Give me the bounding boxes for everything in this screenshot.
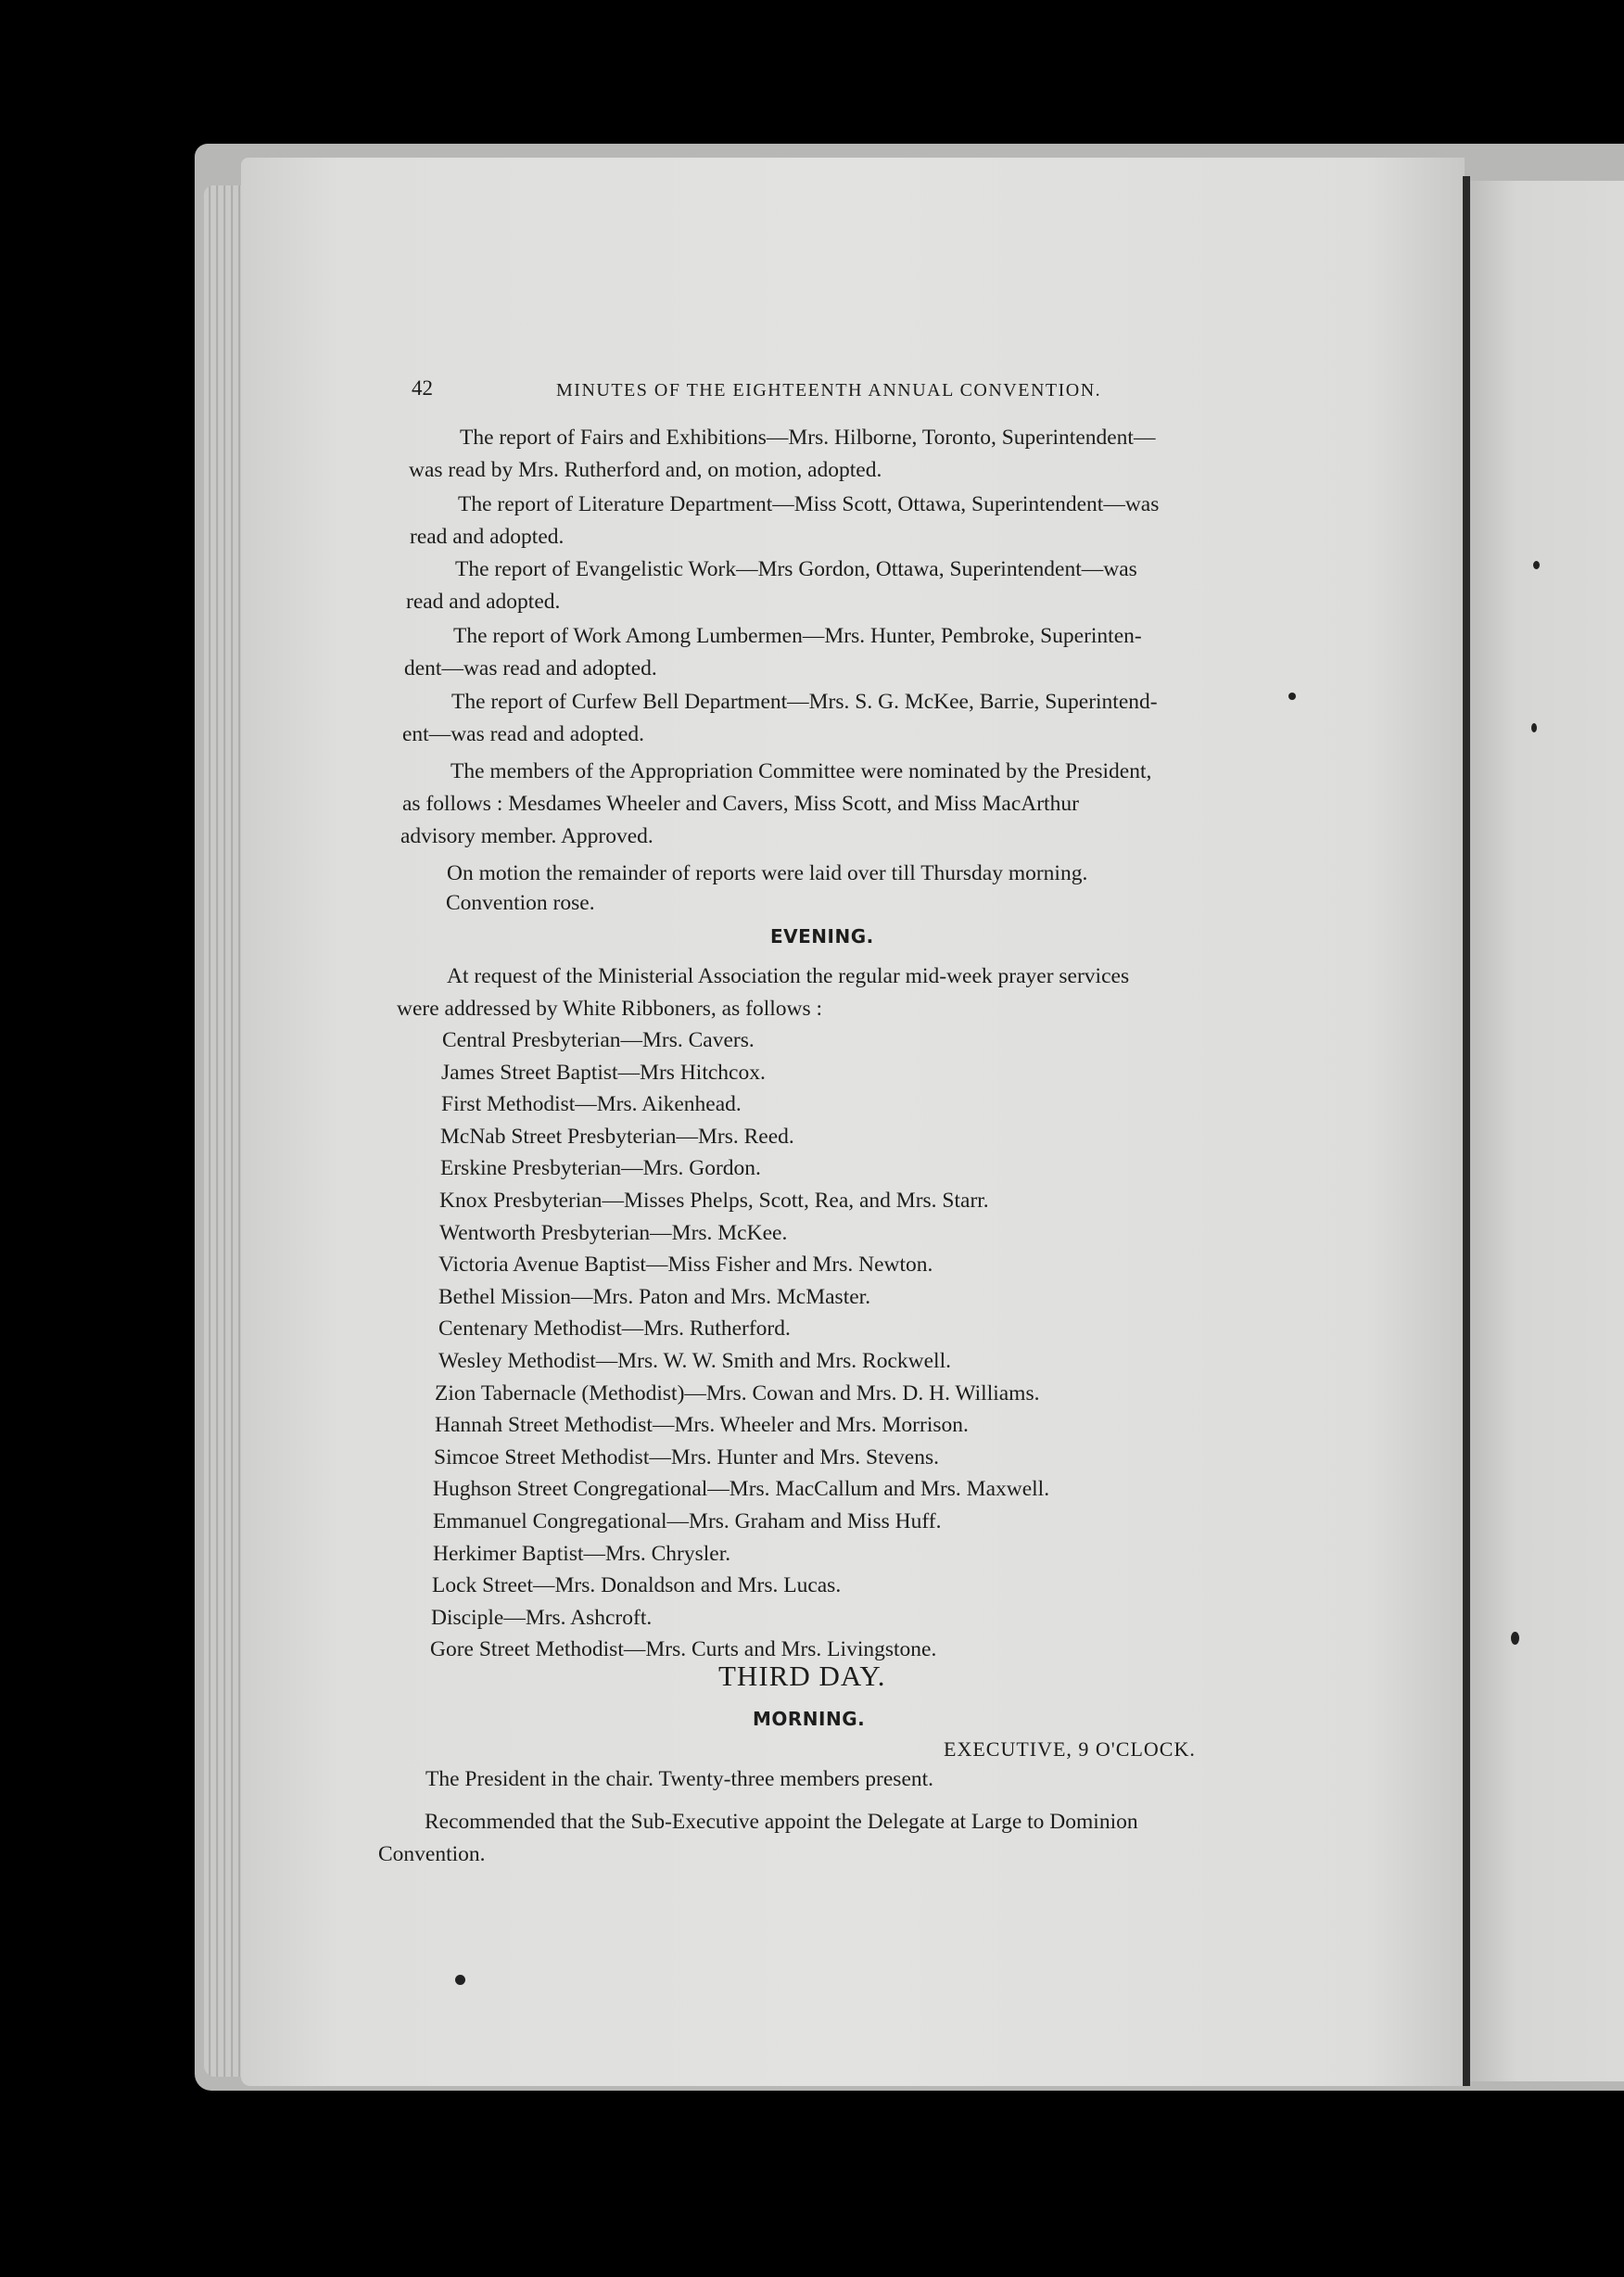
recommendation-paragraph — [378, 1806, 1138, 1871]
text-line: ent—was read and adopted. — [402, 722, 645, 746]
ink-spot — [1531, 723, 1537, 732]
list-item: Central Presbyterian—Mrs. Cavers. — [442, 1028, 755, 1052]
list-item: Gore Street Methodist—Mrs. Curts and Mrs. Livingstone. — [430, 1637, 937, 1662]
list-item: Hughson Street Congregational—Mrs. MacCallum and Mrs. Maxwell. — [433, 1477, 1050, 1502]
page-number: 42 — [412, 376, 433, 400]
list-item: Centenary Methodist—Mrs. Rutherford. — [438, 1317, 791, 1342]
ink-spot — [1288, 693, 1296, 700]
text-line: The report of Evangelistic Work—Mrs Gordon, Ottawa, Superintendent—was — [455, 557, 1137, 581]
text-line: Convention. — [378, 1842, 486, 1866]
list-item: Wesley Methodist—Mrs. W. W. Smith and Mrs. Rockwell. — [438, 1348, 951, 1373]
text-line: read and adopted. — [410, 525, 565, 549]
ink-spot — [455, 1975, 465, 1985]
evening-heading: EVENING. — [770, 925, 874, 948]
text-line: were addressed by White Ribboners, as follows : — [397, 997, 823, 1021]
list-item: Victoria Avenue Baptist—Miss Fisher and Mrs. Newton. — [438, 1253, 933, 1278]
list-item: Bethel Mission—Mrs. Paton and Mrs. McMaster. — [438, 1284, 871, 1309]
list-item: Emmanuel Congregational—Mrs. Graham and Miss Huff. — [433, 1508, 942, 1533]
running-head: MINUTES OF THE EIGHTEENTH ANNUAL CONVENTION. — [556, 380, 1102, 401]
text-line: The report of Literature Department—Miss Scott, Ottawa, Superintendent—was — [458, 492, 1160, 516]
report-paragraph — [399, 686, 1158, 751]
text-line: The report of Curfew Bell Department—Mrs. S. G. McKee, Barrie, Superintend- — [451, 690, 1158, 714]
text-line: The report of Work Among Lumbermen—Mrs. Hunter, Pembroke, Superinten- — [453, 624, 1142, 648]
president-line: The President in the chair. Twenty-three members present. — [425, 1767, 934, 1791]
list-item: Herkimer Baptist—Mrs. Chrysler. — [433, 1541, 731, 1566]
ink-spot — [1511, 1632, 1519, 1645]
text-line: At request of the Ministerial Association the regular mid-week prayer services — [447, 964, 1130, 988]
report-paragraph — [405, 422, 1155, 487]
list-item: James Street Baptist—Mrs Hitchcox. — [441, 1060, 766, 1085]
motion-line: On motion the remainder of reports were laid over till Thursday morning. — [447, 861, 1088, 885]
list-item: Erskine Presbyterian—Mrs. Gordon. — [440, 1156, 761, 1181]
executive-line: EXECUTIVE, 9 O'CLOCK. — [944, 1737, 1196, 1761]
convention-rose-line: Convention rose. — [446, 891, 595, 915]
text-line: read and adopted. — [406, 590, 561, 614]
third-day-heading: THIRD DAY. — [718, 1660, 886, 1692]
list-item: Lock Street—Mrs. Donaldson and Mrs. Lucas. — [432, 1573, 842, 1598]
church-list — [430, 1024, 1050, 1666]
text-line: The report of Fairs and Exhibitions—Mrs. Hilborne, Toronto, Superintendent— — [460, 426, 1156, 450]
evening-intro — [397, 960, 1129, 1025]
text-line: as follows : Mesdames Wheeler and Cavers, Miss Scott, and Miss MacArthur — [402, 792, 1079, 816]
list-item: Knox Presbyterian—Misses Phelps, Scott, Rea, and Mrs. Starr. — [439, 1188, 989, 1213]
report-paragraph — [400, 620, 1142, 685]
text-line: dent—was read and adopted. — [404, 656, 657, 681]
list-item: Disciple—Mrs. Ashcroft. — [431, 1605, 653, 1630]
page-header — [412, 376, 1209, 410]
morning-heading: MORNING. — [753, 1708, 866, 1730]
text-line: Recommended that the Sub-Executive appoint the Delegate at Large to Dominion — [425, 1810, 1138, 1834]
list-item: McNab Street Presbyterian—Mrs. Reed. — [440, 1124, 794, 1149]
text-line: was read by Mrs. Rutherford and, on motion, adopted. — [409, 458, 882, 482]
list-item: Zion Tabernacle (Methodist)—Mrs. Cowan and Mrs. D. H. Williams. — [435, 1380, 1040, 1406]
report-paragraph — [402, 553, 1137, 618]
list-item: Wentworth Presbyterian—Mrs. McKee. — [439, 1220, 788, 1245]
appropriation-paragraph — [400, 756, 1151, 853]
list-item: Hannah Street Methodist—Mrs. Wheeler and Mrs. Morrison. — [435, 1413, 969, 1438]
facing-page — [1470, 181, 1624, 2081]
book-gutter — [1463, 176, 1470, 2086]
text-line: advisory member. Approved. — [400, 824, 653, 848]
list-item: Simcoe Street Methodist—Mrs. Hunter and Mrs. Stevens. — [434, 1444, 940, 1469]
report-paragraph — [405, 489, 1159, 553]
ink-spot — [1533, 561, 1540, 569]
text-line: The members of the Appropriation Committee were nominated by the President, — [450, 759, 1152, 783]
list-item: First Methodist—Mrs. Aikenhead. — [441, 1092, 742, 1117]
